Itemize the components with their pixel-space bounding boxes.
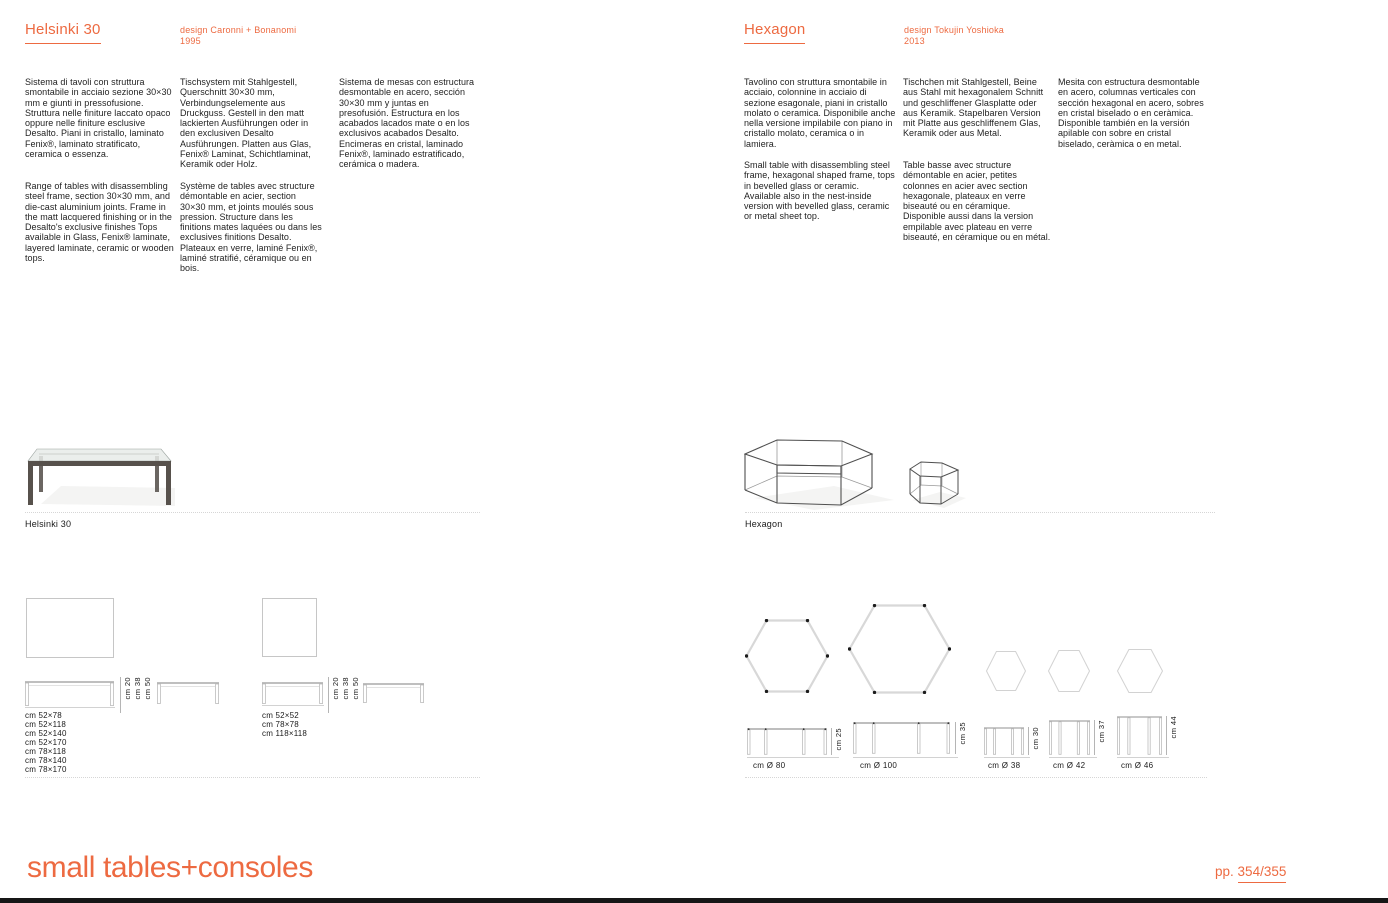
helsinki-square-elevation-drawing: [262, 682, 323, 704]
ground-line: [984, 757, 1030, 758]
size-item: cm 78×140: [25, 756, 67, 765]
hexagon-text-spanish: Mesita con estructura desmontable en acero, columnas verticales con sección hexagonal en acero, sobres en cristal biselado o en ceràmica. Disponible también en la versión apilable con sobre en cristal biselado, ceràmica o en metal.: [1058, 77, 1204, 149]
ground-line: [25, 707, 115, 708]
helsinki-text-italian: Sistema di tavoli con struttura smontabile in acciaio sezione 30×30 mm e giunti in pressofusione. Struttura nelle finiture laccato opaco oppure nelle finiture esclusive Desalto. Piani in cristallo, laminato Fenix®, laminato stratificato, ceramica o essenza.: [25, 77, 172, 160]
height-dim-label: cm 25: [834, 728, 843, 751]
helsinki-square-topview-drawing: [262, 598, 317, 657]
height-dim-label: cm 20: [331, 677, 340, 700]
hexagon-text-italian: Tavolino con struttura smontabile in acciaio, colonnine in acciaio di sezione esagonale, piani in cristallo molato o ceramica. Disponibile anche nella versione impilabile con piano in cristallo molato, ceramica o in lamiera.: [744, 77, 896, 149]
hexagon-designer: design Tokujin Yoshioka: [904, 25, 1005, 35]
hexagon-table-image: [744, 428, 974, 512]
size-item: cm 52×52: [262, 711, 299, 720]
height-dim-label: cm 30: [1031, 727, 1040, 750]
hexagon-small-topview-1: [986, 651, 1026, 691]
hexagon-year: 2013: [904, 36, 925, 46]
size-item: cm 118×118: [262, 729, 308, 738]
hexagon-elevation-d46: [1117, 716, 1162, 755]
size-item: cm 78×78: [262, 720, 299, 729]
height-dim-label: cm 50: [143, 677, 152, 700]
size-item: cm 52×78: [25, 711, 62, 720]
helsinki-height-dims: [120, 677, 152, 713]
height-dim-label: cm 20: [123, 677, 132, 700]
page-number: [1215, 864, 1286, 879]
height-dim-label: cm 50: [351, 677, 360, 700]
diameter-label: cm Ø 42: [1053, 761, 1086, 770]
helsinki-rect-sizes-list: [25, 711, 67, 774]
helsinki-square-sizes-list: [262, 711, 307, 738]
helsinki-credit: [180, 25, 296, 47]
hexagon-title: Hexagon: [744, 21, 805, 44]
height-dim-label: cm 35: [958, 722, 967, 745]
height-dim-label: cm 38: [133, 677, 142, 700]
diameter-label: cm Ø 46: [1121, 761, 1154, 770]
hexagon-text-french: Table basse avec structure démontable en acier, petites colonnes en acier avec section hexagonale, plateaux en verre biseauté ou en céramique. Disponible aussi dans la version empilable avec plateau en verre biseauté, en céramique ou en métal.: [903, 160, 1051, 243]
diameter-label: cm Ø 38: [988, 761, 1021, 770]
size-item: cm 52×140: [25, 729, 67, 738]
pages-value: 354/355: [1238, 864, 1287, 883]
ground-line: [853, 757, 958, 758]
hexagon-small-topview-3: [1117, 649, 1163, 693]
size-item: cm 78×170: [25, 765, 67, 774]
helsinki-title: Helsinki 30: [25, 21, 101, 44]
helsinki-height-dims-2: [328, 677, 360, 713]
hexagon-image-caption: Hexagon: [745, 519, 783, 529]
size-item: cm 52×118: [25, 720, 67, 729]
hexagon-height-dim-d38: [1028, 727, 1040, 755]
hexagon-elevation-d42: [1049, 720, 1090, 755]
helsinki-year: 1995: [180, 36, 201, 46]
helsinki-rect-elevation-drawing: [25, 681, 114, 706]
hexagon-height-dim-d80: [831, 728, 843, 755]
hexagon-large-topview-1: [745, 619, 829, 693]
helsinki-table-image: [25, 446, 175, 512]
size-item: cm 52×170: [25, 738, 67, 747]
hexagon-height-dim-d100: [955, 722, 967, 754]
hexagon-text-english: Small table with disassembling steel frame, hexagonal shaped frame, tops in bevelled glass or ceramic. Available also in the nest-inside version with bevelled glass, ceramic or metal sheet top.: [744, 160, 895, 222]
helsinki-image-caption: Helsinki 30: [25, 519, 72, 529]
helsinki-text-spanish: Sistema de mesas con estructura desmontable en acero, sección 30×30 mm y juntas en presofusión. Estructura en los acabados lacados mate o en los exclusivos acabados Desalto. Encimeras en cristal, laminado Fenix®, laminado estratificado, cerámica o madera.: [339, 77, 475, 170]
hexagon-large-topview-2: [848, 604, 951, 694]
helsinki-text-french: Système de tables avec structure démontable en acier, section 30×30 mm, et joints moulés sous pression. Structure dans les finitions mates laquées ou dans les exclusives finitions Desalto. Plateaux en verre, laminé Fenix®, laminé stratifié, céramique ou en bois.: [180, 181, 322, 274]
hexagon-baseline-rule: [745, 512, 1215, 513]
helsinki-rect-elevation-drawing-2: [157, 682, 219, 704]
diameter-label: cm Ø 100: [860, 761, 898, 770]
height-dim-label: cm 38: [341, 677, 350, 700]
hexagon-height-dim-d46: [1166, 716, 1178, 755]
ground-line: [262, 705, 324, 706]
hexagon-bottom-rule: [745, 777, 1207, 778]
hexagon-small-topview-2: [1048, 650, 1090, 692]
helsinki-bottom-rule: [25, 777, 480, 778]
helsinki-baseline-rule: [25, 512, 480, 513]
helsinki-designer: design Caronni + Bonanomi: [180, 25, 297, 35]
hexagon-height-dim-d42: [1094, 720, 1106, 755]
size-item: cm 78×118: [25, 747, 67, 756]
ground-line: [1049, 757, 1097, 758]
diameter-label: cm Ø 80: [753, 761, 786, 770]
hexagon-elevation-d80: [747, 728, 827, 755]
helsinki-text-german: Tischsystem mit Stahlgestell, Querschnitt 30×30 mm, Verbindungselemente aus Druckguss. Gestell in den matt lackierten Ausführungen oder in den exclusiven Desalto Ausführungen. Platten aus Glas, Fenix® Laminat, Schichtlaminat, Keramik oder Holz.: [180, 77, 312, 170]
ground-line: [1117, 757, 1169, 758]
hexagon-elevation-d38: [984, 727, 1024, 755]
page-bottom-bar: [0, 898, 1388, 903]
pages-label: pp.: [1215, 864, 1234, 879]
helsinki-square-elevation-drawing-2: [363, 683, 424, 703]
hexagon-credit: [904, 25, 1004, 47]
hexagon-text-german: Tischchen mit Stahlgestell, Beine aus Stahl mit hexagonalem Schnitt und geschliffener Glasplatte oder aus Keramik. Stapelbaren Version mit Platte aus geschliffenem Glas, Keramik oder aus Metal.: [903, 77, 1044, 139]
helsinki-text-english: Range of tables with disassembling steel frame, section 30×30 mm, and die-cast aluminium joints. Frame in the matt lacquered finishing or in the Desalto's exclusive finishes Tops available in Glass, Fenix® laminate, layered laminate, ceramic or wooden tops.: [25, 181, 174, 264]
hexagon-elevation-d100: [853, 722, 950, 754]
height-dim-label: cm 44: [1169, 716, 1178, 739]
height-dim-label: cm 37: [1097, 720, 1106, 743]
section-footer-title: small tables+consoles: [27, 851, 313, 884]
helsinki-rect-topview-drawing: [26, 598, 114, 658]
ground-line: [747, 757, 839, 758]
